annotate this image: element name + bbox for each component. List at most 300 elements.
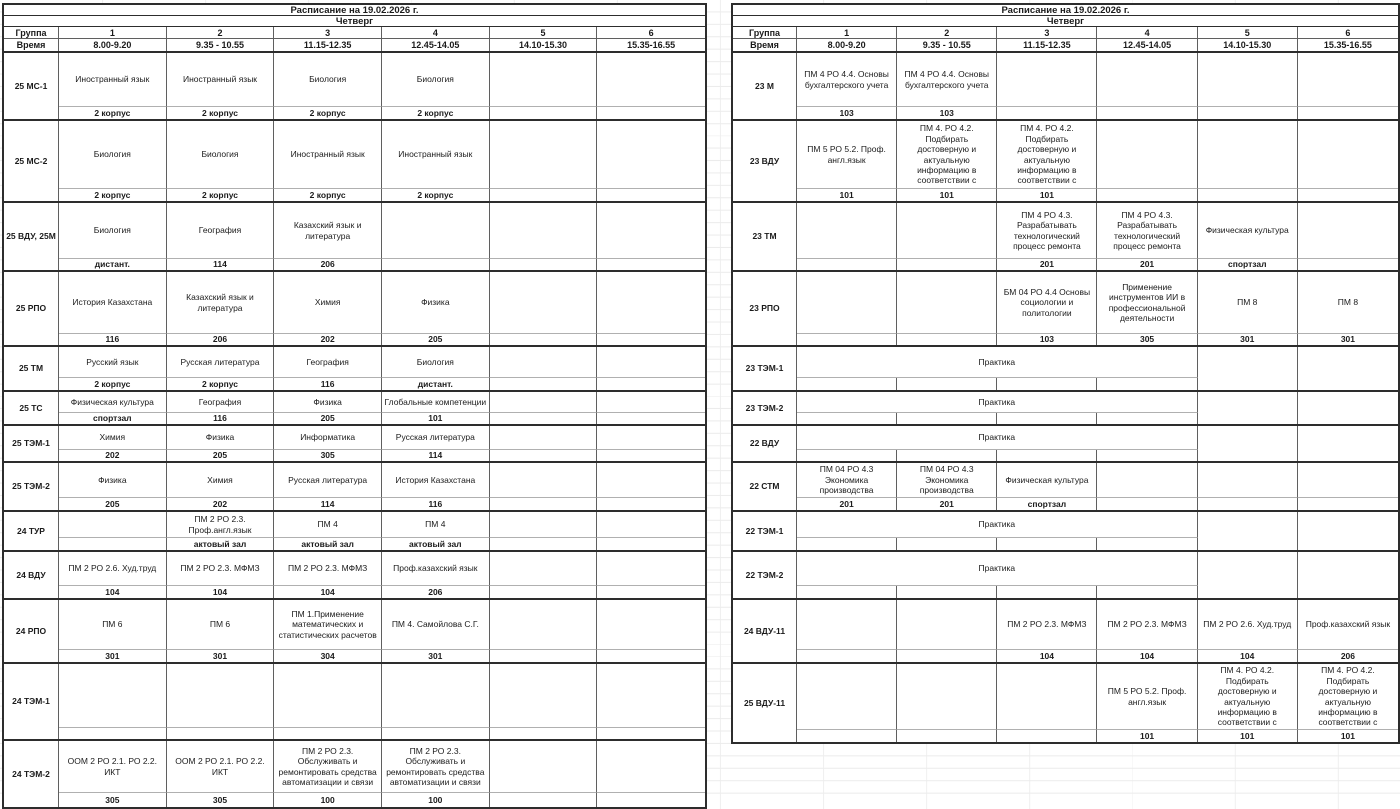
subject-cell bbox=[382, 203, 490, 259]
room-cell bbox=[797, 450, 897, 461]
room-cell: 206 bbox=[1340, 650, 1355, 661]
subject-cell bbox=[490, 426, 598, 450]
period-number-header: 5 bbox=[1198, 27, 1298, 39]
empty-period-cell bbox=[1298, 347, 1398, 390]
empty-period-cell bbox=[1298, 552, 1398, 598]
room-cell: 2 корпус bbox=[274, 107, 382, 119]
subject-cell: ПМ 4 bbox=[274, 512, 382, 538]
group-label: 24 ВДУ-11 bbox=[733, 600, 797, 662]
subject-cell: ПМ 4. РО 4.2. Подбирать достоверную и актуальную информацию в соответствии с bbox=[897, 121, 997, 189]
subject-cell: Химия bbox=[59, 426, 167, 450]
room-cell bbox=[1298, 189, 1398, 201]
room-cell bbox=[490, 189, 598, 201]
subject-cell: ПМ 2 РО 2.6. Худ.труд bbox=[59, 552, 167, 586]
subject-cell: Применение инструментов ИИ в профессиональной деятельности bbox=[1097, 272, 1197, 334]
room-cell bbox=[1097, 498, 1197, 510]
subject-cell bbox=[490, 121, 598, 189]
subject-cell bbox=[490, 272, 598, 334]
subject-cell bbox=[1298, 121, 1398, 189]
subject-cell bbox=[597, 53, 705, 107]
subject-cell bbox=[490, 392, 598, 413]
room-cell bbox=[597, 259, 705, 270]
room-cell bbox=[1097, 107, 1197, 119]
practice-cell: Практика bbox=[797, 392, 1198, 413]
room-cell: 201 bbox=[897, 498, 997, 510]
room-cell bbox=[597, 413, 705, 424]
room-cell bbox=[597, 334, 705, 345]
time-slot-header: 9.35 - 10.55 bbox=[167, 39, 275, 51]
room-cell bbox=[1198, 498, 1298, 510]
room-cell: 104 bbox=[1097, 650, 1197, 662]
room-cell bbox=[490, 728, 598, 739]
room-cell: 101 bbox=[1340, 730, 1355, 741]
empty-period-cell bbox=[1198, 512, 1298, 550]
time-slot-header: 15.35-16.55 bbox=[627, 40, 676, 50]
subject-cell: География bbox=[167, 392, 275, 413]
room-cell: 116 bbox=[382, 498, 490, 510]
time-column-header: Время bbox=[733, 39, 797, 51]
group-label: 23 РПО bbox=[733, 272, 797, 345]
table-row bbox=[4, 510, 705, 550]
table-row bbox=[4, 201, 705, 270]
subject-cell bbox=[1298, 53, 1398, 107]
room-cell bbox=[597, 586, 705, 598]
group-label: 25 ТМ bbox=[4, 347, 59, 390]
room-cell: 101 bbox=[997, 189, 1097, 201]
group-label: 23 М bbox=[733, 53, 797, 119]
room-cell: 202 bbox=[274, 334, 382, 345]
room-cell: 206 bbox=[274, 259, 382, 270]
subject-cell: Биология bbox=[59, 203, 167, 259]
table-row bbox=[733, 424, 1398, 461]
room-cell: 2 корпус bbox=[167, 189, 275, 201]
room-cell: 104 bbox=[997, 650, 1097, 662]
subject-cell: ПМ 2 РО 2.3. МФМЗ bbox=[167, 552, 275, 586]
subject-cell: ПМ 4 РО 4.3. Разрабатывать технологический процесс ремонта bbox=[997, 203, 1097, 259]
room-cell bbox=[997, 730, 1097, 742]
group-label: 25 МС-1 bbox=[4, 53, 59, 119]
room-cell: актовый зал bbox=[167, 538, 275, 550]
group-label: 23 ТЭМ-2 bbox=[733, 392, 797, 424]
room-cell bbox=[1097, 378, 1197, 390]
room-cell: 301 bbox=[59, 650, 167, 662]
room-cell: 206 bbox=[382, 586, 490, 598]
subject-cell bbox=[597, 272, 705, 334]
room-cell: дистант. bbox=[59, 259, 167, 270]
room-cell bbox=[597, 538, 705, 550]
subject-cell bbox=[490, 347, 598, 378]
room-cell bbox=[490, 650, 598, 662]
room-cell: 202 bbox=[59, 450, 167, 461]
room-cell bbox=[997, 450, 1097, 461]
room-cell bbox=[1198, 107, 1298, 119]
time-slot-header: 8.00-9.20 bbox=[59, 39, 167, 51]
group-label: 25 ВДУ, 25М bbox=[4, 203, 59, 270]
room-cell: 104 bbox=[274, 586, 382, 598]
period-number-header: 2 bbox=[167, 27, 275, 39]
room-cell: 101 bbox=[1097, 730, 1197, 742]
subject-cell: Биология bbox=[382, 53, 490, 107]
subject-cell: История Казахстана bbox=[59, 272, 167, 334]
group-label: 24 ТУР bbox=[4, 512, 59, 550]
schedule-table-left bbox=[2, 3, 707, 809]
group-label: 24 ТЭМ-1 bbox=[4, 664, 59, 739]
room-cell: 2 корпус bbox=[167, 107, 275, 119]
table-row bbox=[4, 345, 705, 390]
time-row bbox=[4, 39, 705, 51]
room-cell bbox=[997, 378, 1097, 390]
subject-cell bbox=[997, 53, 1097, 107]
room-cell bbox=[897, 450, 997, 461]
period-number-header: 3 bbox=[274, 27, 382, 39]
group-label: 24 ВДУ bbox=[4, 552, 59, 598]
subject-cell: Физическая культура bbox=[997, 463, 1097, 498]
subject-cell: Проф.казахский язык bbox=[382, 552, 490, 586]
table-row bbox=[4, 390, 705, 424]
subject-cell: Информатика bbox=[274, 426, 382, 450]
table-title: Расписание на 19.02.2026 г. bbox=[4, 5, 705, 16]
time-slot-header: 8.00-9.20 bbox=[797, 39, 897, 51]
subject-cell bbox=[597, 664, 705, 728]
subject-cell bbox=[490, 463, 598, 498]
room-cell bbox=[997, 107, 1097, 119]
room-cell: 101 bbox=[797, 189, 897, 201]
period-number-row bbox=[733, 27, 1398, 39]
table-row bbox=[4, 662, 705, 739]
room-cell bbox=[897, 730, 997, 742]
room-cell bbox=[59, 538, 167, 550]
group-label: 24 ТЭМ-2 bbox=[4, 741, 59, 807]
room-cell: 114 bbox=[382, 450, 490, 461]
subject-cell: Химия bbox=[274, 272, 382, 334]
room-cell: 205 bbox=[59, 498, 167, 510]
time-slot-header: 12.45-14.05 bbox=[1097, 39, 1197, 51]
subject-cell: Физическая культура bbox=[59, 392, 167, 413]
subject-cell bbox=[1198, 121, 1298, 189]
subject-cell: Русская литература bbox=[382, 426, 490, 450]
period-number-header: 6 bbox=[597, 27, 705, 39]
room-cell bbox=[490, 793, 598, 807]
subject-cell: ПМ 2 РО 2.6. Худ.труд bbox=[1198, 600, 1298, 650]
period-number-header: 3 bbox=[997, 27, 1097, 39]
group-label: 23 ТМ bbox=[733, 203, 797, 270]
group-label: 25 ТЭМ-2 bbox=[4, 463, 59, 510]
empty-period-cell bbox=[1198, 552, 1298, 598]
subject-cell bbox=[597, 203, 705, 259]
room-cell: 116 bbox=[167, 413, 275, 424]
subject-cell: ПМ 1.Применение математических и статистических расчетов bbox=[274, 600, 382, 650]
subject-cell bbox=[897, 272, 997, 334]
room-cell bbox=[897, 378, 997, 390]
subject-cell bbox=[59, 512, 167, 538]
room-cell bbox=[1298, 259, 1398, 270]
group-label: 22 СТМ bbox=[733, 463, 797, 510]
table-row bbox=[733, 598, 1398, 662]
period-number-header: 1 bbox=[59, 27, 167, 39]
subject-cell: ПМ 04 РО 4.3 Экономика производства bbox=[797, 463, 897, 498]
room-cell bbox=[797, 378, 897, 390]
subject-cell: ПМ 04 РО 4.3 Экономика производства bbox=[897, 463, 997, 498]
room-cell: 104 bbox=[59, 586, 167, 598]
practice-cell: Практика bbox=[797, 552, 1198, 586]
table-row bbox=[733, 390, 1398, 424]
group-column-header: Группа bbox=[4, 27, 59, 39]
subject-cell: ПМ 4. Самойлова С.Г. bbox=[382, 600, 490, 650]
group-label: 23 ВДУ bbox=[733, 121, 797, 201]
room-cell bbox=[597, 107, 705, 119]
schedule-body bbox=[733, 51, 1398, 742]
room-cell: 201 bbox=[797, 498, 897, 510]
room-cell: 304 bbox=[274, 650, 382, 662]
subject-cell bbox=[1298, 463, 1398, 498]
period-number-header: 6 bbox=[1298, 27, 1398, 39]
room-cell: 201 bbox=[1097, 259, 1197, 270]
room-cell bbox=[897, 650, 997, 662]
room-cell: 2 корпус bbox=[274, 189, 382, 201]
subject-cell: ПМ 2 РО 2.3. Проф.англ.язык bbox=[167, 512, 275, 538]
room-cell bbox=[897, 413, 997, 424]
room-cell bbox=[274, 728, 382, 739]
room-cell: 2 корпус bbox=[167, 378, 275, 390]
subject-cell: Казахский язык и литература bbox=[167, 272, 275, 334]
empty-period-cell bbox=[1198, 426, 1298, 461]
subject-cell: ПМ 2 РО 2.3. Обслуживать и ремонтировать средства автоматизации и связи bbox=[274, 741, 382, 793]
room-cell bbox=[1097, 586, 1197, 598]
room-cell: 2 корпус bbox=[382, 107, 490, 119]
schedule-table-right bbox=[731, 3, 1400, 744]
group-label: 22 ТЭМ-1 bbox=[733, 512, 797, 550]
subject-cell: Русская литература bbox=[167, 347, 275, 378]
period-number-header: 4 bbox=[1097, 27, 1197, 39]
table-row bbox=[733, 550, 1398, 598]
subject-cell: ПМ 2 РО 2.3. Обслуживать и ремонтировать средства автоматизации и связи bbox=[382, 741, 490, 793]
group-label: 25 ТЭМ-1 bbox=[4, 426, 59, 461]
room-cell bbox=[897, 259, 997, 270]
room-cell: 103 bbox=[997, 334, 1097, 345]
room-cell bbox=[797, 538, 897, 550]
time-slot-header: 12.45-14.05 bbox=[382, 39, 490, 51]
subject-cell: ПМ 5 РО 5.2. Проф. англ.язык bbox=[1097, 664, 1197, 730]
room-cell bbox=[167, 728, 275, 739]
room-cell: 205 bbox=[167, 450, 275, 461]
subject-cell bbox=[997, 664, 1097, 730]
subject-cell: ПМ 2 РО 2.3. МФМЗ bbox=[274, 552, 382, 586]
time-row bbox=[733, 39, 1398, 51]
subject-cell bbox=[597, 392, 705, 413]
empty-period-cell bbox=[1198, 392, 1298, 424]
room-cell: 2 корпус bbox=[59, 107, 167, 119]
subject-cell bbox=[597, 600, 705, 650]
table-row bbox=[733, 51, 1398, 119]
day-of-week: Четверг bbox=[4, 16, 705, 27]
subject-cell: Русский язык bbox=[59, 347, 167, 378]
table-row bbox=[733, 119, 1398, 201]
room-cell bbox=[1097, 413, 1197, 424]
room-cell: 301 bbox=[1340, 334, 1355, 345]
room-cell bbox=[597, 378, 705, 390]
room-cell: спортзал bbox=[1198, 259, 1298, 270]
room-cell: 301 bbox=[382, 650, 490, 662]
room-cell bbox=[897, 334, 997, 345]
empty-period-cell bbox=[1198, 347, 1298, 390]
subject-cell: Глобальные компетенции bbox=[382, 392, 490, 413]
period-number-header: 4 bbox=[382, 27, 490, 39]
room-cell bbox=[490, 450, 598, 461]
subject-cell: ПМ 4. РО 4.2. Подбирать достоверную и актуальную информацию в соответствии с bbox=[1298, 664, 1398, 730]
empty-period-cell bbox=[1298, 512, 1398, 550]
subject-cell: ПМ 6 bbox=[59, 600, 167, 650]
room-cell bbox=[490, 378, 598, 390]
room-cell bbox=[797, 650, 897, 662]
group-label: 25 МС-2 bbox=[4, 121, 59, 201]
table-row bbox=[4, 424, 705, 461]
subject-cell bbox=[897, 600, 997, 650]
table-row bbox=[4, 119, 705, 201]
subject-cell bbox=[59, 664, 167, 728]
subject-cell bbox=[597, 426, 705, 450]
room-cell: дистант. bbox=[382, 378, 490, 390]
subject-cell bbox=[490, 600, 598, 650]
room-cell: 103 bbox=[897, 107, 997, 119]
group-label: 25 ТС bbox=[4, 392, 59, 424]
room-cell bbox=[897, 586, 997, 598]
subject-cell bbox=[1097, 463, 1197, 498]
subject-cell bbox=[597, 347, 705, 378]
room-cell: 101 bbox=[1198, 730, 1298, 742]
room-cell bbox=[597, 650, 705, 662]
subject-cell bbox=[167, 664, 275, 728]
subject-cell bbox=[490, 512, 598, 538]
room-cell bbox=[490, 259, 598, 270]
room-cell: 305 bbox=[1097, 334, 1197, 345]
table-row bbox=[4, 51, 705, 119]
subject-cell: ПМ 2 РО 2.3. МФМЗ bbox=[997, 600, 1097, 650]
room-cell: 205 bbox=[382, 334, 490, 345]
room-cell: 104 bbox=[1198, 650, 1298, 662]
room-cell bbox=[490, 413, 598, 424]
subject-cell: Биология bbox=[59, 121, 167, 189]
subject-cell: ООМ 2 РО 2.1. РО 2.2. ИКТ bbox=[167, 741, 275, 793]
subject-cell: ПМ 4 РО 4.3. Разрабатывать технологический процесс ремонта bbox=[1097, 203, 1197, 259]
room-cell bbox=[1298, 498, 1398, 510]
period-number-header: 5 bbox=[490, 27, 598, 39]
subject-cell: ПМ 5 РО 5.2. Проф. англ.язык bbox=[797, 121, 897, 189]
group-label: 23 ТЭМ-1 bbox=[733, 347, 797, 390]
subject-cell: Иностранный язык bbox=[382, 121, 490, 189]
schedule-body bbox=[4, 51, 705, 807]
room-cell bbox=[797, 334, 897, 345]
room-cell: 114 bbox=[274, 498, 382, 510]
empty-period-cell bbox=[1298, 426, 1398, 461]
time-slot-header: 14.10-15.30 bbox=[490, 39, 598, 51]
time-slot-header: 9.35 - 10.55 bbox=[897, 39, 997, 51]
room-cell: 114 bbox=[167, 259, 275, 270]
subject-cell bbox=[274, 664, 382, 728]
room-cell bbox=[597, 450, 705, 461]
subject-cell bbox=[1097, 121, 1197, 189]
table-row bbox=[733, 270, 1398, 345]
subject-cell: Биология bbox=[274, 53, 382, 107]
room-cell: 116 bbox=[59, 334, 167, 345]
room-cell: 101 bbox=[382, 413, 490, 424]
subject-cell bbox=[897, 203, 997, 259]
room-cell bbox=[59, 728, 167, 739]
table-row bbox=[733, 345, 1398, 390]
time-column-header: Время bbox=[4, 39, 59, 51]
subject-cell: ООМ 2 РО 2.1. РО 2.2. ИКТ bbox=[59, 741, 167, 793]
subject-cell: ПМ 4. РО 4.2. Подбирать достоверную и актуальную информацию в соответствии с bbox=[1198, 664, 1298, 730]
subject-cell bbox=[597, 121, 705, 189]
time-slot-header: 14.10-15.30 bbox=[1198, 39, 1298, 51]
room-cell bbox=[490, 538, 598, 550]
room-cell: 205 bbox=[274, 413, 382, 424]
subject-cell: География bbox=[274, 347, 382, 378]
room-cell: спортзал bbox=[997, 498, 1097, 510]
subject-cell bbox=[490, 53, 598, 107]
table-row bbox=[4, 739, 705, 807]
group-label: 22 ТЭМ-2 bbox=[733, 552, 797, 598]
table-row bbox=[733, 662, 1398, 742]
subject-cell: ПМ 6 bbox=[167, 600, 275, 650]
subject-cell bbox=[490, 664, 598, 728]
subject-cell bbox=[897, 664, 997, 730]
period-number-row bbox=[4, 27, 705, 39]
subject-cell bbox=[382, 664, 490, 728]
subject-cell: Химия bbox=[167, 463, 275, 498]
subject-cell bbox=[1198, 53, 1298, 107]
room-cell bbox=[997, 538, 1097, 550]
room-cell bbox=[797, 586, 897, 598]
room-cell bbox=[597, 728, 705, 739]
room-cell: 116 bbox=[274, 378, 382, 390]
subject-cell: Иностранный язык bbox=[59, 53, 167, 107]
subject-cell: БМ 04 РО 4.4 Основы социологии и политологии bbox=[997, 272, 1097, 334]
practice-cell: Практика bbox=[797, 426, 1198, 450]
subject-cell: Физика bbox=[167, 426, 275, 450]
group-column-header: Группа bbox=[733, 27, 797, 39]
subject-cell: Иностранный язык bbox=[167, 53, 275, 107]
room-cell bbox=[797, 259, 897, 270]
time-slot-header: 11.15-12.35 bbox=[274, 39, 382, 51]
subject-cell: Биология bbox=[167, 121, 275, 189]
table-row bbox=[733, 510, 1398, 550]
practice-cell: Практика bbox=[797, 512, 1198, 538]
room-cell bbox=[597, 498, 705, 510]
room-cell: 305 bbox=[274, 450, 382, 461]
room-cell bbox=[1298, 107, 1398, 119]
room-cell: 103 bbox=[797, 107, 897, 119]
table-row bbox=[733, 461, 1398, 510]
room-cell bbox=[490, 334, 598, 345]
subject-cell bbox=[797, 203, 897, 259]
room-cell bbox=[1198, 189, 1298, 201]
subject-cell: Физика bbox=[274, 392, 382, 413]
table-row bbox=[4, 550, 705, 598]
group-label: 25 РПО bbox=[4, 272, 59, 345]
room-cell bbox=[797, 413, 897, 424]
room-cell bbox=[997, 586, 1097, 598]
day-of-week: Четверг bbox=[733, 16, 1398, 27]
subject-cell bbox=[1198, 463, 1298, 498]
room-cell: 101 bbox=[897, 189, 997, 201]
subject-cell: История Казахстана bbox=[382, 463, 490, 498]
room-cell bbox=[897, 538, 997, 550]
room-cell: 201 bbox=[997, 259, 1097, 270]
subject-cell: ПМ 4 РО 4.4. Основы бухгалтерского учета bbox=[897, 53, 997, 107]
room-cell bbox=[597, 793, 705, 807]
room-cell: 305 bbox=[59, 793, 167, 807]
room-cell: 100 bbox=[382, 793, 490, 807]
